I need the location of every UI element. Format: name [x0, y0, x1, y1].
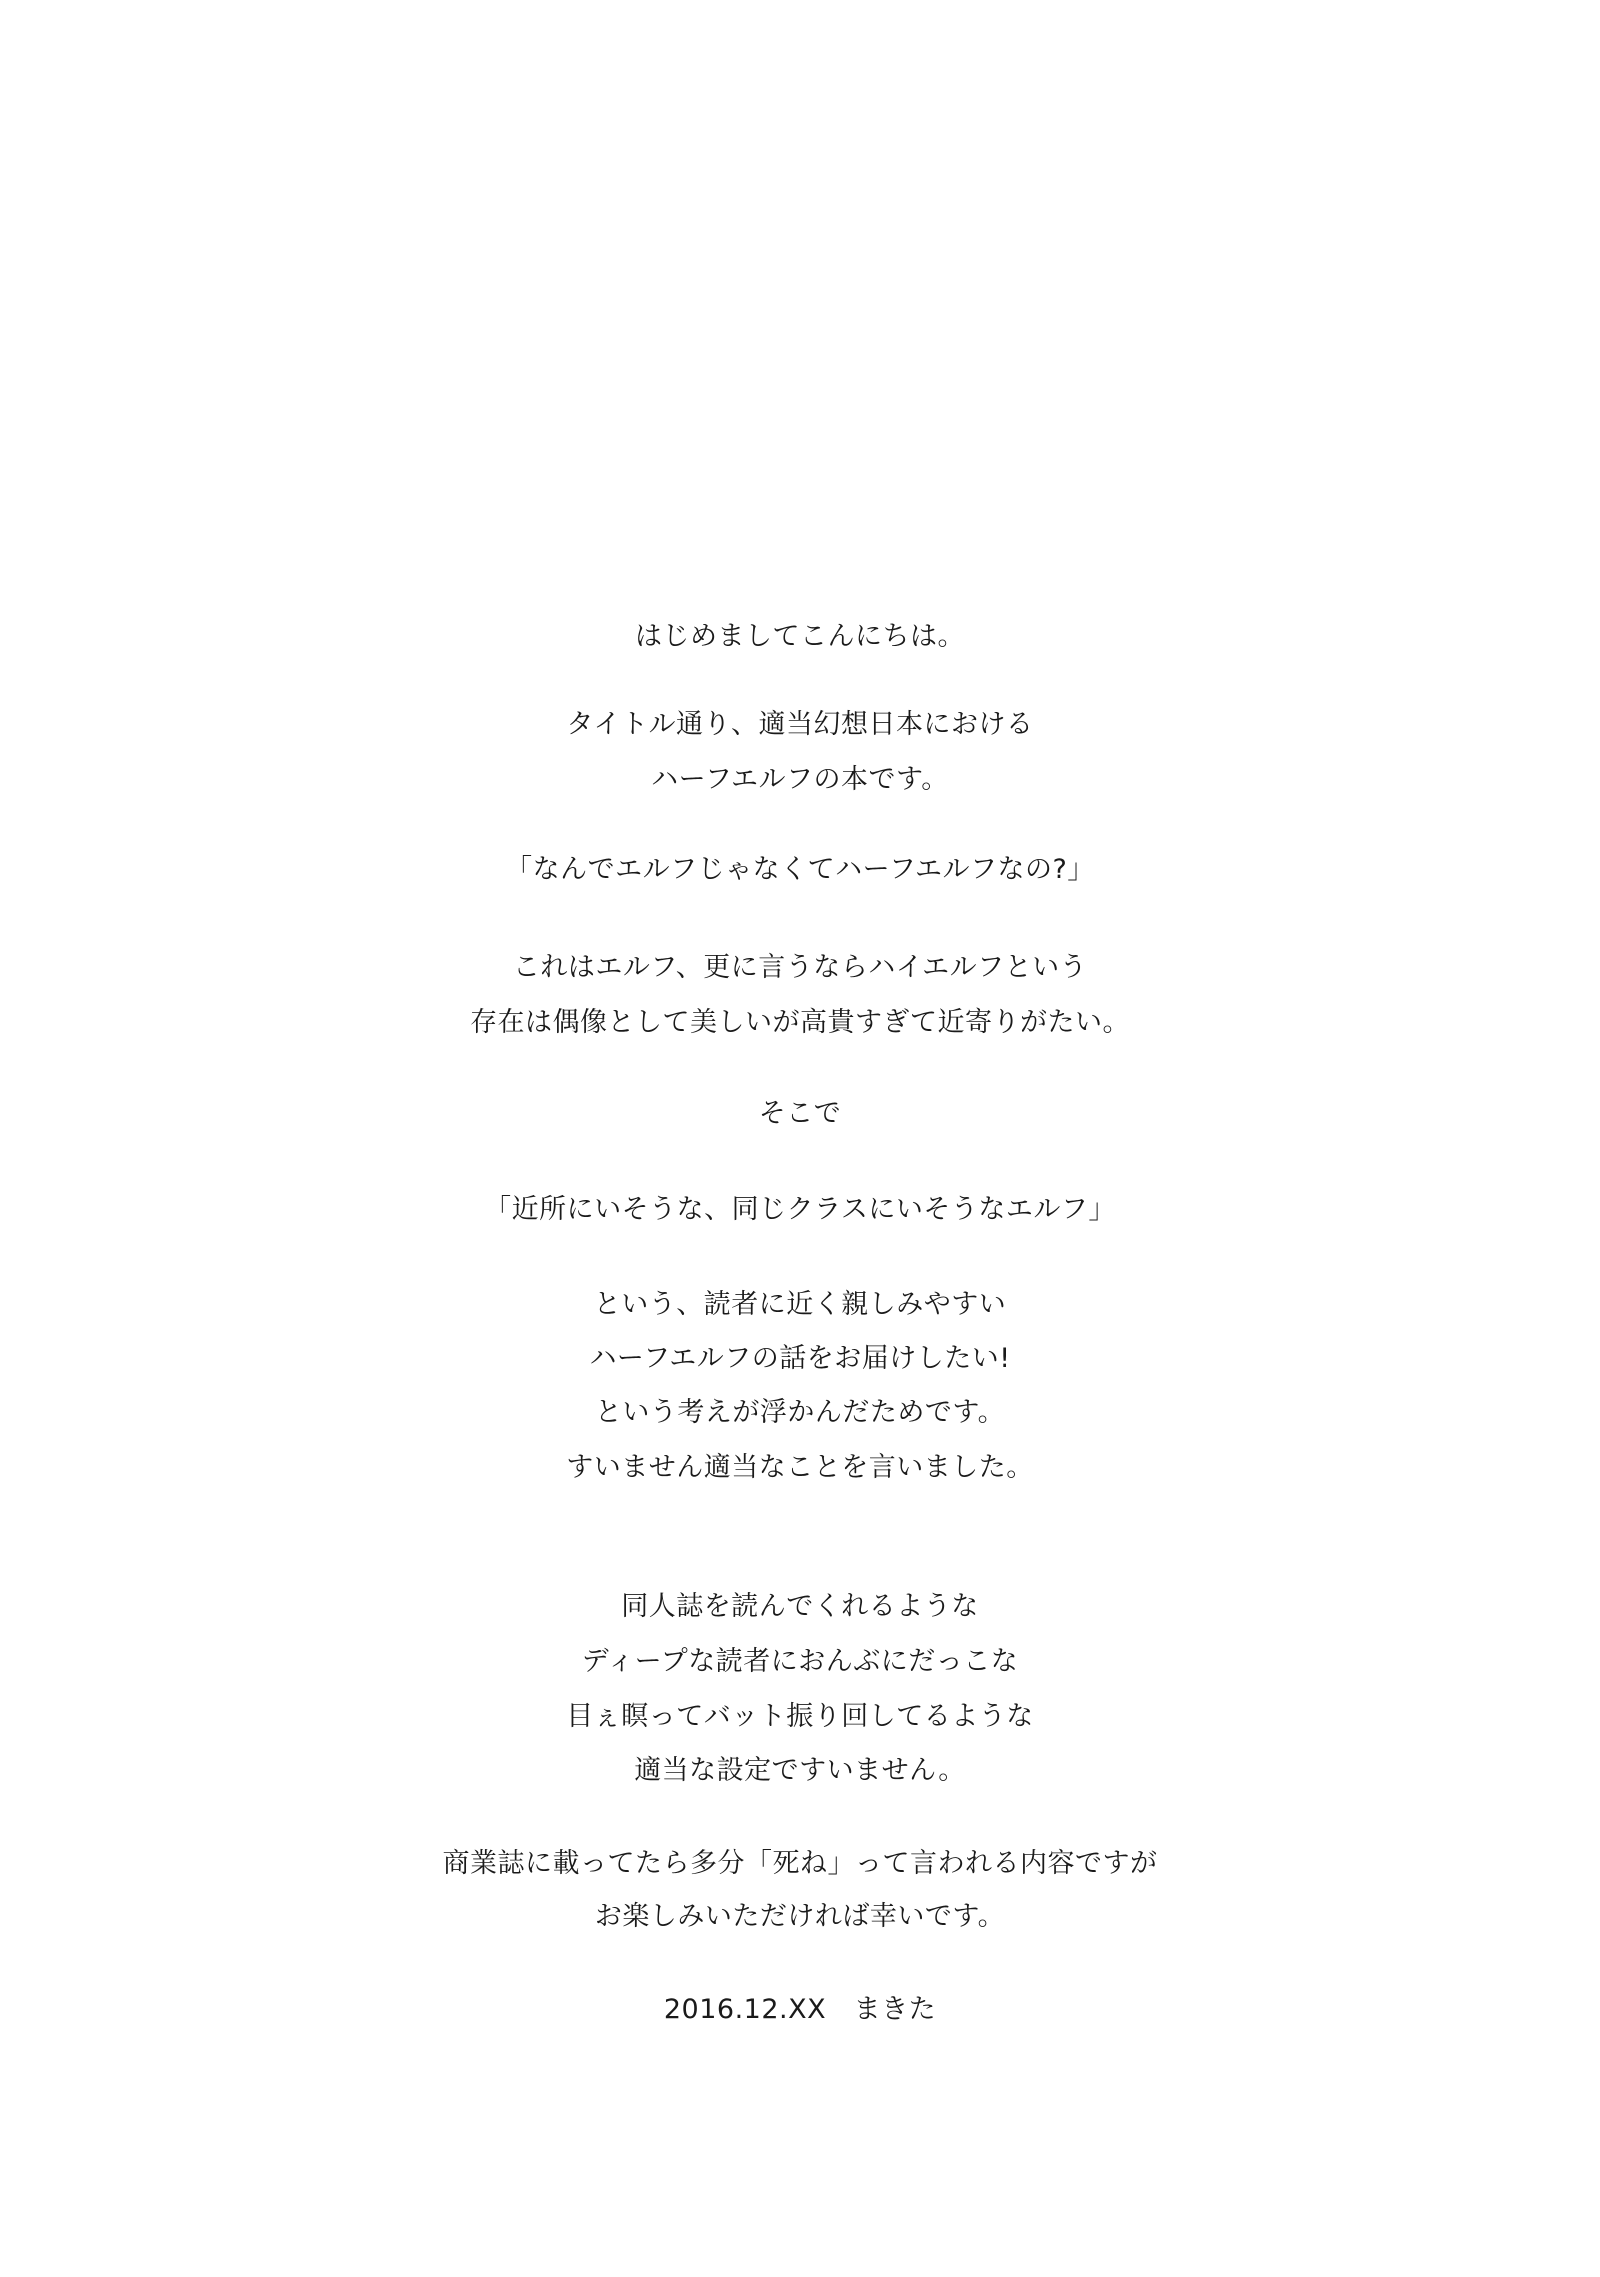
- paragraph-3-line-3: という考えが浮かんだためです。: [594, 1397, 1006, 1428]
- paragraph-1-line-2: ハーフエルフの本です。: [651, 764, 949, 795]
- paragraph-2-line-1: これはエルフ、更に言うならハイエルフという: [512, 952, 1088, 983]
- concept-line: 「近所にいそうな、同じクラスにいそうなエルフ」: [484, 1194, 1116, 1225]
- signature-date-author: 2016.12.XX まきた: [663, 1994, 937, 2025]
- paragraph-5-line-1: 商業誌に載ってたら多分「死ね」って言われる内容ですが: [442, 1848, 1158, 1879]
- paragraph-3-line-1: という、読者に近く親しみやすい: [593, 1289, 1007, 1320]
- paragraph-4-line-2: ディープな読者におんぶにだっこな: [581, 1646, 1019, 1677]
- paragraph-4-line-3: 目ぇ瞑ってバット振り回してるような: [566, 1701, 1034, 1732]
- paragraph-4-line-1: 同人誌を読んでくれるような: [621, 1591, 979, 1622]
- paragraph-1-line-1: タイトル通り、適当幻想日本における: [566, 709, 1034, 740]
- greeting-line: はじめましてこんにちは。: [635, 621, 965, 652]
- paragraph-3-line-2: ハーフエルフの話をお届けしたい!: [589, 1343, 1011, 1374]
- paragraph-2-line-2: 存在は偶像として美しいが高貴すぎて近寄りがたい。: [470, 1007, 1130, 1038]
- transition-line: そこで: [758, 1098, 842, 1129]
- paragraph-5-line-2: お楽しみいただければ幸いです。: [594, 1901, 1006, 1932]
- question-line: 「なんでエルフじゃなくてハーフエルフなの?」: [505, 854, 1095, 885]
- paragraph-4-line-4: 適当な設定ですいません。: [634, 1755, 966, 1786]
- paragraph-3-line-4: すいません適当なことを言いました。: [566, 1452, 1034, 1483]
